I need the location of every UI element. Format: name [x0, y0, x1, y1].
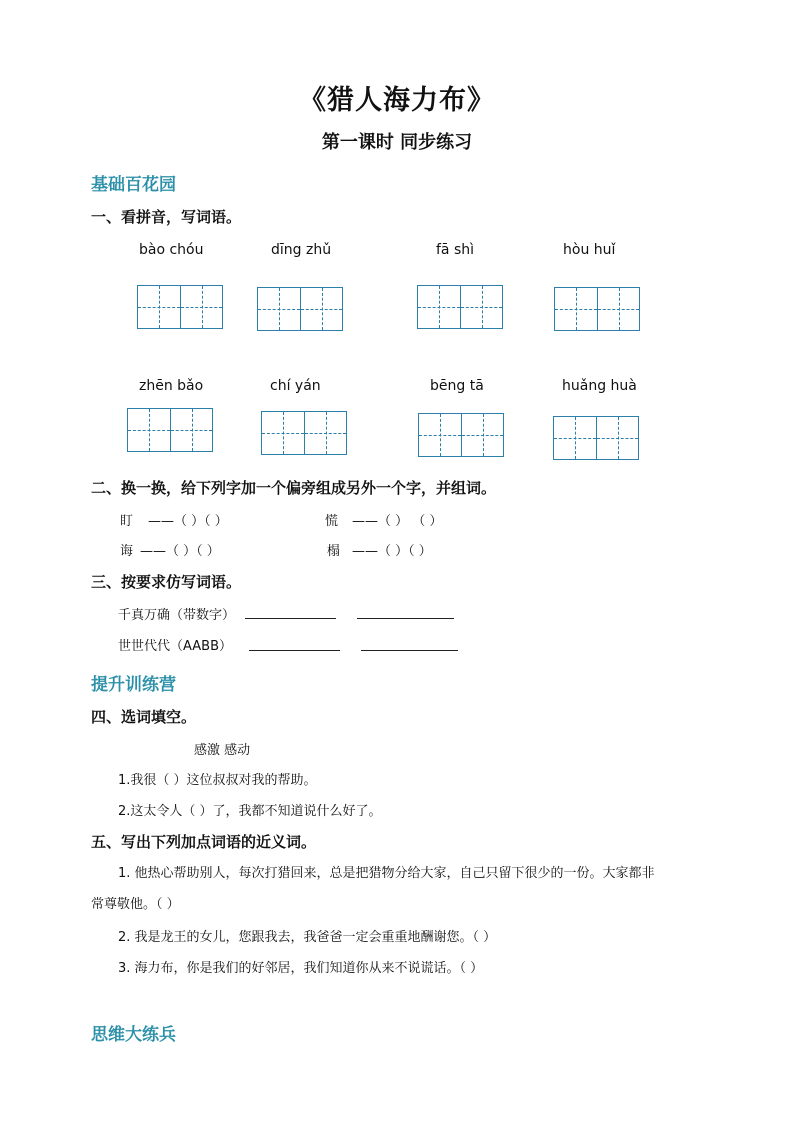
- pinyin-label: huǎng huà: [562, 378, 637, 394]
- section-improve-heading: 提升训练营: [91, 675, 176, 695]
- writing-grid[interactable]: [127, 408, 213, 452]
- pinyin-label: fā shì: [436, 242, 475, 258]
- q2-char: 慌: [325, 514, 339, 529]
- pinyin-label: zhēn bǎo: [139, 378, 204, 394]
- writing-grid[interactable]: [257, 287, 343, 331]
- q4-item[interactable]: 2.这太令人（ ）了，我都不知道说什么好了。: [118, 804, 382, 819]
- q2-char: 榻: [327, 544, 341, 559]
- q4-item[interactable]: 1.我很（ ）这位叔叔对我的帮助。: [118, 773, 317, 788]
- question-4-heading: 四、选词填空。: [91, 708, 197, 726]
- q2-blanks[interactable]: ——（ ）（ ）: [148, 514, 228, 529]
- pinyin-label: bào chóu: [139, 242, 204, 258]
- word-choices: 感激 感动: [194, 743, 251, 758]
- answer-line[interactable]: [361, 650, 458, 651]
- section-basic-heading: 基础百花园: [91, 175, 176, 195]
- question-1-heading: 一、看拼音，写词语。: [91, 208, 242, 226]
- q3-item: 千真万确（带数字）: [118, 608, 236, 623]
- writing-grid[interactable]: [261, 411, 347, 455]
- pinyin-label: bēng tā: [430, 378, 484, 394]
- writing-grid[interactable]: [554, 287, 640, 331]
- pinyin-label: chí yán: [270, 378, 321, 394]
- page-title: 《猎人海力布》: [299, 85, 495, 116]
- answer-line[interactable]: [249, 650, 340, 651]
- q5-item-2[interactable]: 2. 我是龙王的女儿，您跟我去，我爸爸一定会重重地酬谢您。（ ）: [118, 930, 497, 945]
- answer-line[interactable]: [245, 618, 336, 619]
- q5-item-3[interactable]: 3. 海力布，你是我们的好邻居，我们知道你从来不说谎话。（ ）: [118, 961, 484, 976]
- q2-char: 盯: [120, 514, 134, 529]
- q3-item: 世世代代（AABB）: [118, 639, 232, 654]
- question-3-heading: 三、按要求仿写词语。: [91, 573, 242, 591]
- q2-blanks[interactable]: ——（ ）（ ）: [352, 544, 432, 559]
- page-subtitle: 第一课时 同步练习: [321, 132, 473, 153]
- question-5-heading: 五、写出下列加点词语的近义词。: [91, 833, 317, 851]
- question-2-heading: 二、换一换，给下列字加一个偏旁组成另外一个字，并组词。: [91, 479, 497, 497]
- q5-item-1-cont[interactable]: 常尊敬他。（ ）: [91, 897, 180, 912]
- q2-char: 诲: [120, 544, 134, 559]
- q5-item-1: 1. 他热心帮助别人，每次打猎回来，总是把猎物分给大家，自己只留下很少的一份。大家都非: [118, 866, 655, 881]
- answer-line[interactable]: [357, 618, 454, 619]
- writing-grid[interactable]: [417, 285, 503, 329]
- writing-grid[interactable]: [418, 413, 504, 457]
- writing-grid[interactable]: [553, 416, 639, 460]
- writing-grid[interactable]: [137, 285, 223, 329]
- pinyin-label: hòu huǐ: [563, 242, 616, 258]
- q2-blanks[interactable]: ——（ ） （ ）: [352, 514, 443, 529]
- pinyin-label: dīng zhǔ: [271, 242, 332, 258]
- section-thinking-heading: 思维大练兵: [91, 1025, 176, 1045]
- q2-blanks[interactable]: ——（ ）（ ）: [140, 544, 220, 559]
